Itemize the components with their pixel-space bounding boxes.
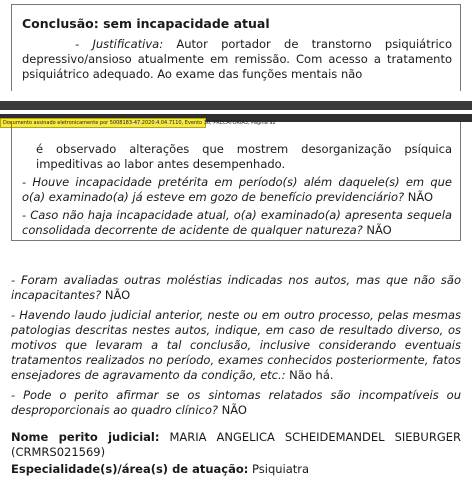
- symptoms-question: - Pode o perito afirmar se os sintomas relatados são incompatíveis ou desproporcionais ao quadro clínico?: [11, 388, 461, 417]
- expert-name-label: Nome perito judicial:: [11, 430, 160, 444]
- sequela-question: - Caso não haja incapacidade atual, o(a) examinado(a) apresenta sequela consolidada decorrente de acidente de qualquer natureza?: [22, 208, 452, 237]
- specialty-label: Especialidade(s)/área(s) de atuação:: [11, 462, 249, 476]
- justification-text: Autor portador de transtorno psiquiátrico depressivo/ansioso atualmente em remissão. Com acesso a tratamento psiquiátrico adequado. Ao exame das funções mentais não: [22, 37, 452, 81]
- symptoms-answer: NÃO: [217, 403, 247, 417]
- questions-section: [11, 273, 461, 423]
- previous-report-item: [11, 308, 461, 383]
- past-incapacity-item: [22, 175, 452, 205]
- electronic-signature-stamp: Documento assinado eletronicamente por 5008183-47.2020.4.04.7110, Evento 38, PRECATORIA3, Página 92: [0, 118, 206, 128]
- other-illnesses-answer: NÃO: [101, 288, 131, 302]
- sequela-item: [22, 208, 452, 238]
- expert-name-line: [11, 430, 461, 460]
- expert-name-value: MARIA ANGELICA SCHEIDEMANDEL SIEBURGER (CRMRS021569): [11, 430, 461, 459]
- symptoms-item: [11, 388, 461, 418]
- conclusion-title: Conclusão: sem incapacidade atual: [22, 16, 270, 31]
- specialty-line: [11, 462, 461, 477]
- past-incapacity-question: - Houve incapacidade pretérita em período(s) além daquele(s) em que o(a) examinado(a) já esteve em gozo de benefício previdenciário?: [22, 175, 452, 204]
- previous-report-question: - Havendo laudo judicial anterior, neste ou em outro processo, pelas mesmas patologias descritas nestes autos, indique, em caso de resultado diverso, os motivos que levaram a tal conclusão, inclusive considerando eventuais tratamentos realizados no período, exames conhecidos posteriormente, fatos ensejadores de agravamento da condição, etc.:: [11, 308, 461, 382]
- previous-report-answer: Não há.: [285, 368, 334, 382]
- page-break-band: [0, 101, 472, 110]
- conclusion-box-bottom: [11, 122, 461, 241]
- past-incapacity-answer: NÃO: [404, 190, 434, 204]
- other-illnesses-question: - Foram avaliadas outras moléstias indicadas nos autos, mas que não são incapacitantes?: [11, 273, 461, 302]
- conclusion-box-top: [11, 4, 461, 91]
- justification-continuation: é observado alterações que mostrem desorganização psíquica impeditivas ao labor antes desempenhado.: [36, 142, 452, 171]
- sequela-answer: NÃO: [362, 223, 392, 237]
- specialty-value: Psiquiatra: [248, 462, 310, 476]
- justification-paragraph: [22, 37, 452, 82]
- other-illnesses-item: [11, 273, 461, 303]
- justification-label: - Justificativa:: [75, 37, 164, 51]
